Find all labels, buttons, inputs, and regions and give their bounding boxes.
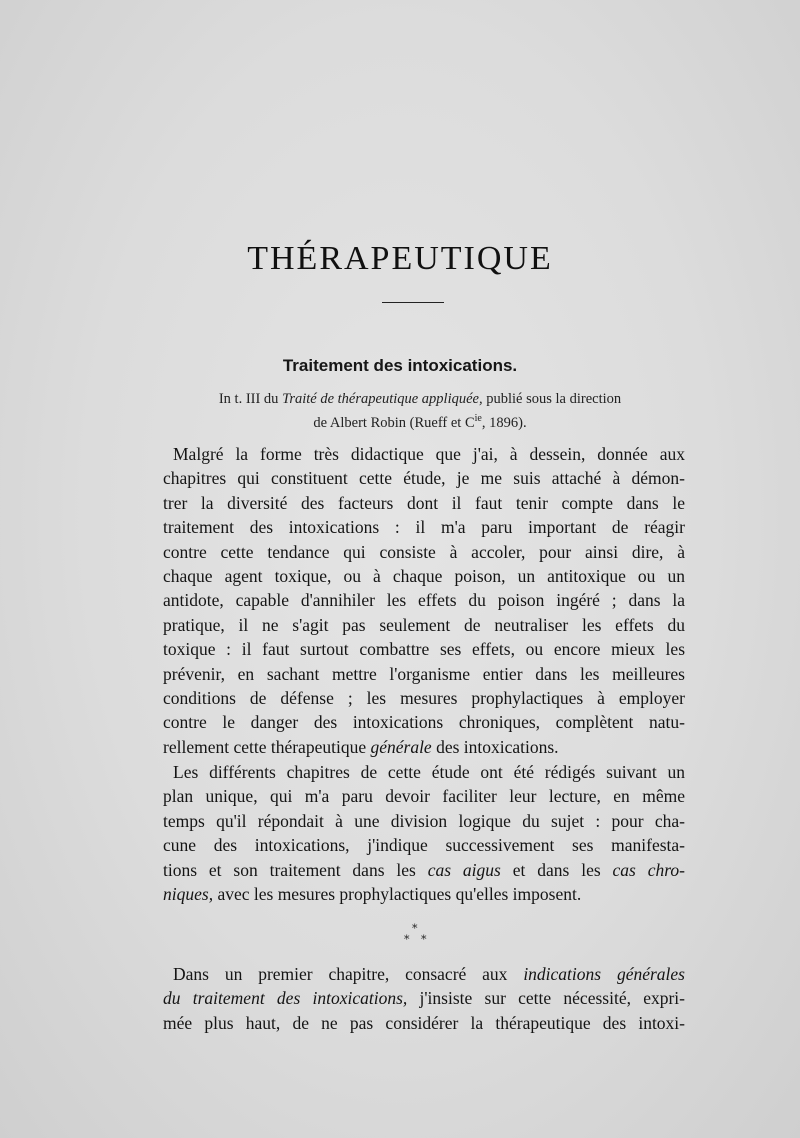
asterism-separator xyxy=(402,922,432,952)
text-line: temps qu'il répondait à une division logique du sujet : pour cha- xyxy=(163,810,685,831)
source-note xyxy=(150,390,690,433)
page-title: THÉRAPEUTIQUE xyxy=(247,240,553,277)
paragraph-2 xyxy=(163,760,685,906)
asterisk-left: * xyxy=(404,933,410,946)
text-line: du traitement des intoxications, j'insiste sur cette nécessité, expri- xyxy=(163,988,685,1009)
asterisk-right: * xyxy=(421,933,427,946)
text-line: chapitres qui constituent cette étude, je me suis attaché à démon- xyxy=(163,468,685,489)
text-line: conditions de défense ; les mesures prophylactiques à employer xyxy=(163,688,685,709)
text-line: Les différents chapitres de cette étude ont été rédigés suivant un xyxy=(173,762,685,782)
source-line-2: de Albert Robin (Rueff et $C^{ie}$, 1896). xyxy=(313,413,527,431)
paragraph-3 xyxy=(163,962,685,1035)
text-line: traitement des intoxications : il m'a paru important de réagir xyxy=(163,517,685,538)
text-line: contre le danger des intoxications chroniques, complètent natu- xyxy=(163,712,685,733)
text-line: prévenir, en sachant mettre l'organisme entier dans les meilleures xyxy=(163,663,685,684)
text-line: Malgré la forme très didactique que j'ai, à dessein, donnée aux xyxy=(173,444,685,464)
text-line: tions et son traitement dans les cas aigus et dans les cas chro- xyxy=(163,859,685,880)
source-line-1: In t. III du Traité de thérapeutique appliquée, publié sous la direction xyxy=(218,391,622,407)
title-rule xyxy=(382,302,444,303)
text-line: trer la diversité des facteurs dont il faut tenir compte dans le xyxy=(163,492,685,513)
section-title: Traitement des intoxications. xyxy=(282,356,518,375)
text-line: rellement cette thérapeutique générale des intoxications. xyxy=(163,736,559,757)
text-line: pratique, il ne s'agit pas seulement de neutraliser les effets du xyxy=(163,614,685,635)
text-line: contre cette tendance qui consiste à accoler, pour ainsi dire, à xyxy=(163,541,685,562)
text-line: cune des intoxications, j'indique successivement ses manifesta- xyxy=(163,835,685,856)
text-line: plan unique, qui m'a paru devoir faciliter leur lecture, en même xyxy=(163,786,685,807)
text-line: toxique : il faut surtout combattre ses effets, ou encore mieux les xyxy=(163,639,685,660)
text-line: antidote, capable d'annihiler les effets du poison ingéré ; dans la xyxy=(163,590,685,611)
text-line: chaque agent toxique, ou à chaque poison, un antitoxique ou un xyxy=(163,566,685,587)
paragraph-1 xyxy=(163,442,685,759)
text-line: Dans un premier chapitre, consacré aux indications générales xyxy=(173,964,685,984)
asterisk-top: * xyxy=(412,922,418,935)
text-line: mée plus haut, de ne pas considérer la thérapeutique des intoxi- xyxy=(163,1012,685,1033)
text-line: niques, avec les mesures prophylactiques qu'elles imposent. xyxy=(163,884,582,905)
